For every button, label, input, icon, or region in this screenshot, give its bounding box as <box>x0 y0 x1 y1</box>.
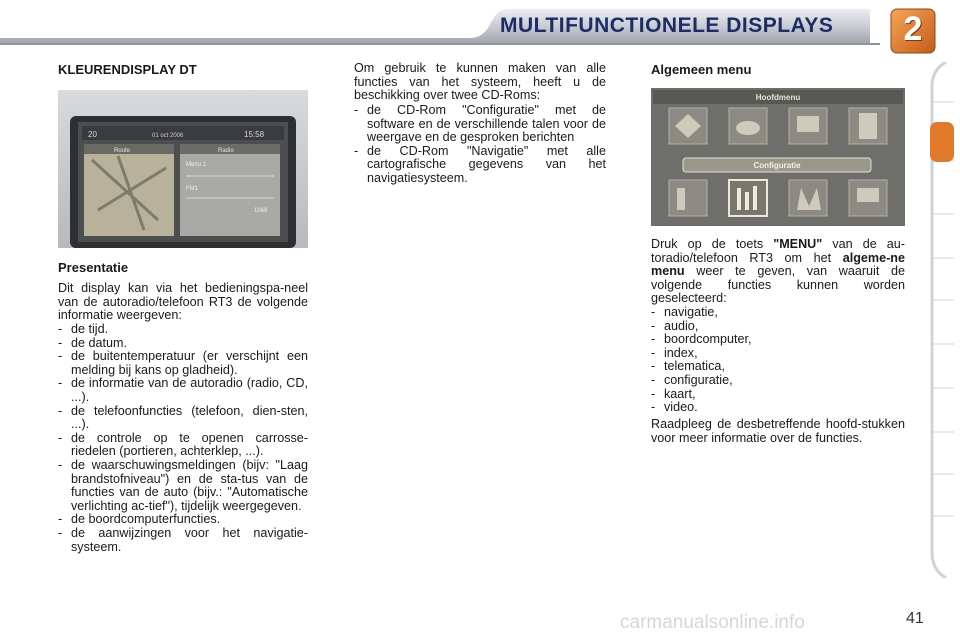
svg-text:Radio: Radio <box>218 148 234 154</box>
list-item: - kaart, <box>651 388 905 402</box>
display-photo <box>58 90 308 248</box>
list-item: - de tijd. <box>58 323 308 337</box>
page-title: MULTIFUNCTIONELE DISPLAYS <box>500 14 834 37</box>
presentatie-list <box>58 323 308 554</box>
menu-intro: Druk op de toets "MENU" van de au-toradio/telefoon RT3 om het algeme-ne menu weer te geven, van waaruit de volgende functies kunnen worden geselecteerd: <box>651 237 905 306</box>
page-number: 41 <box>906 610 924 627</box>
svg-text:Menu 1: Menu 1 <box>186 162 207 168</box>
svg-text:20: 20 <box>88 130 97 139</box>
presentatie-intro: Dit display kan via het bedieningspa-neel van de autoradio/telefoon RT3 de volgende informatie weergeven: <box>58 281 308 323</box>
watermark: carmanualsonline.info <box>620 612 805 633</box>
svg-text:Hoofdmenu: Hoofdmenu <box>755 93 801 102</box>
list-item: - de waarschuwingsmeldingen (bijv: "Laag brandstofniveau") en de sta-tus van de functies van de auto (bijv.: "Automatische verlichting ac-tief"), tijdelijk weergegeven. <box>58 459 308 513</box>
svg-text:1068: 1068 <box>254 208 268 214</box>
list-item: - navigatie, <box>651 306 905 320</box>
cdrom-intro: Om gebruik te kunnen maken van alle functies van het systeem, heeft u de beschikking over twee CD-Roms: <box>354 61 606 103</box>
chapter-number: 2 <box>903 10 923 48</box>
list-item: - boordcomputer, <box>651 333 905 347</box>
svg-text:15:58: 15:58 <box>244 130 265 139</box>
svg-text:FM1: FM1 <box>186 186 198 192</box>
menu-outro: Raadpleeg de desbetreffende hoofd-stukken voor meer informatie over de functies. <box>651 417 905 445</box>
svg-text:Route: Route <box>114 148 131 154</box>
list-item: - de informatie van de autoradio (radio, CD, ...). <box>58 377 308 404</box>
list-item: - telematica, <box>651 360 905 374</box>
chapter-tabs <box>928 62 954 578</box>
list-item: - audio, <box>651 320 905 334</box>
section-heading-kleurendisplay: KLEURENDISPLAY DT <box>58 62 197 77</box>
list-item: - de controle op te openen carrosse-riedelen (portieren, achterklep, ...). <box>58 432 308 459</box>
list-item: - de telefoonfuncties (telefoon, dien-sten, ...). <box>58 405 308 432</box>
cdrom-list <box>354 104 606 186</box>
svg-text:01 oct 2006: 01 oct 2006 <box>152 133 184 139</box>
list-item: - video. <box>651 401 905 415</box>
svg-text:Configuratie: Configuratie <box>753 161 801 170</box>
list-item: - de aanwijzingen voor het navigatie-systeem. <box>58 527 308 554</box>
list-item: - de CD-Rom "Navigatie" met alle cartografische gegevens van het navigatiesysteem. <box>354 145 606 186</box>
menu-functions-list <box>651 306 905 415</box>
list-item: - de boordcomputerfuncties. <box>58 513 308 527</box>
section-heading-algemeen-menu: Algemeen menu <box>651 62 752 77</box>
list-item: - configuratie, <box>651 374 905 388</box>
list-item: - de CD-Rom "Configuratie" met de software en de verschillende talen voor de weergave en de gesproken berichten <box>354 104 606 145</box>
list-item: - de buitentemperatuur (er verschijnt een melding bij kans op gladheid). <box>58 350 308 377</box>
list-item: - de datum. <box>58 337 308 351</box>
section-heading-presentatie: Presentatie <box>58 260 129 275</box>
list-item: - index, <box>651 347 905 361</box>
main-menu-screen <box>651 88 905 226</box>
